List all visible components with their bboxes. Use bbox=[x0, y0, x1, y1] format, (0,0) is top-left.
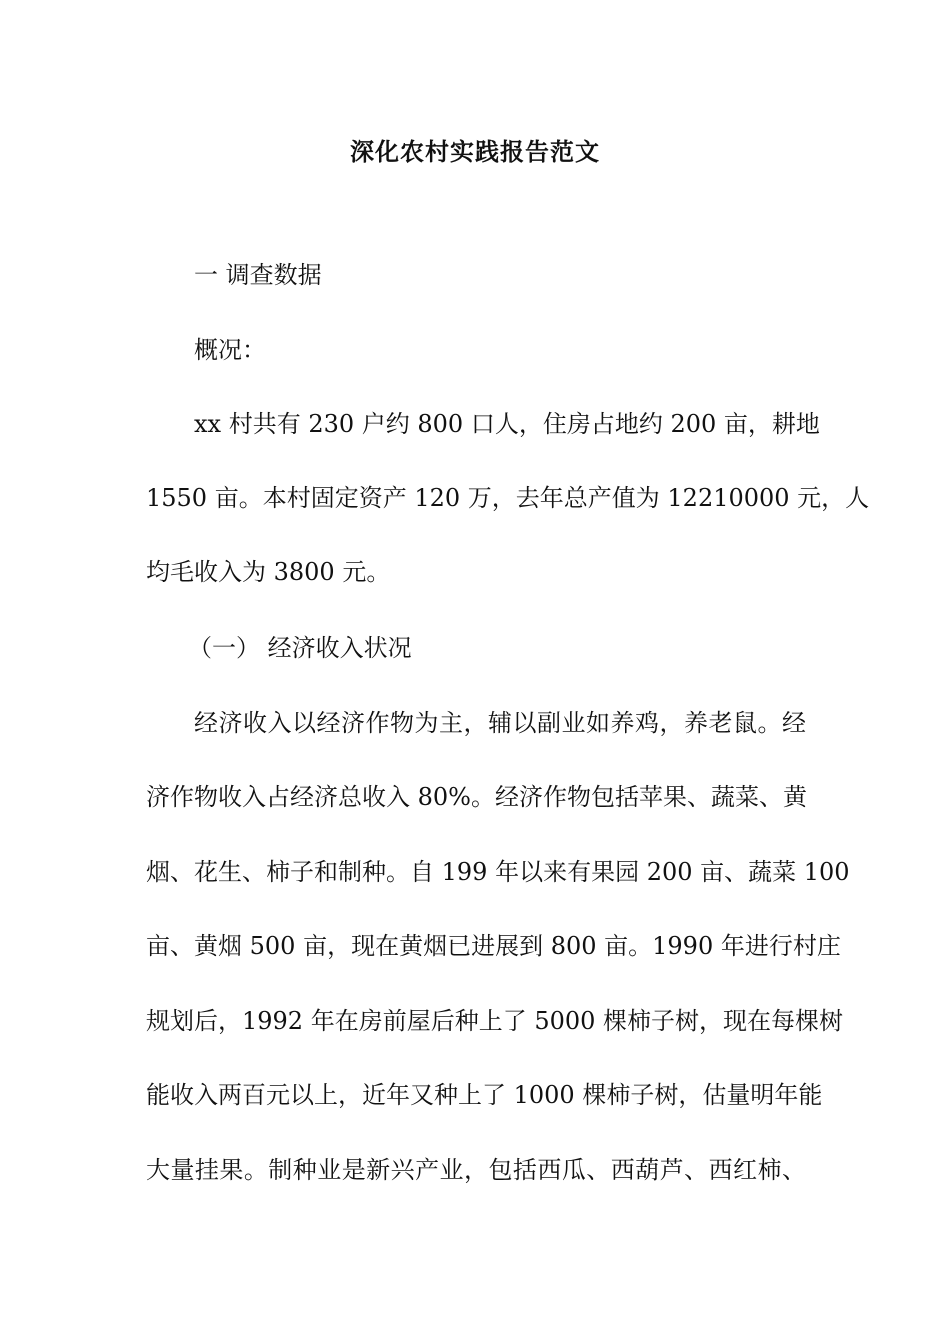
paragraph-line: 经济收入以经济作物为主，辅以副业如养鸡，养老鼠。经 bbox=[194, 709, 806, 737]
paragraph-line: 能收入两百元以上，近年又种上了 1000 棵柿子树，估量明年能 bbox=[146, 1081, 823, 1109]
paragraph-line: 规划后，1992 年在房前屋后种上了 5000 棵柿子树，现在每棵树 bbox=[146, 1007, 844, 1035]
paragraph-line: 1550 亩。本村固定资产 120 万，去年总产值为 12210000 元，人 bbox=[146, 484, 870, 512]
paragraph-line: 均毛收入为 3800 元。 bbox=[146, 558, 391, 586]
section-heading: 一 调查数据 bbox=[194, 261, 322, 289]
page-title: 深化农村实践报告范文 bbox=[350, 137, 600, 166]
paragraph-line: 济作物收入占经济总收入 80%。经济作物包括苹果、蔬菜、黄 bbox=[146, 783, 807, 811]
paragraph-line: 大量挂果。制种业是新兴产业，包括西瓜、西葫芦、西红柿、 bbox=[146, 1156, 806, 1184]
subheading-overview: 概况： bbox=[194, 336, 266, 364]
paragraph-line: 亩、黄烟 500 亩，现在黄烟已进展到 800 亩。1990 年进行村庄 bbox=[146, 932, 841, 960]
paragraph-line: xx 村共有 230 户约 800 口人，住房占地约 200 亩，耕地 bbox=[194, 410, 820, 438]
subsection-heading: （一） 经济收入状况 bbox=[188, 634, 412, 662]
paragraph-line: 烟、花生、柿子和制种。自 199 年以来有果园 200 亩、蔬菜 100 bbox=[146, 858, 850, 886]
